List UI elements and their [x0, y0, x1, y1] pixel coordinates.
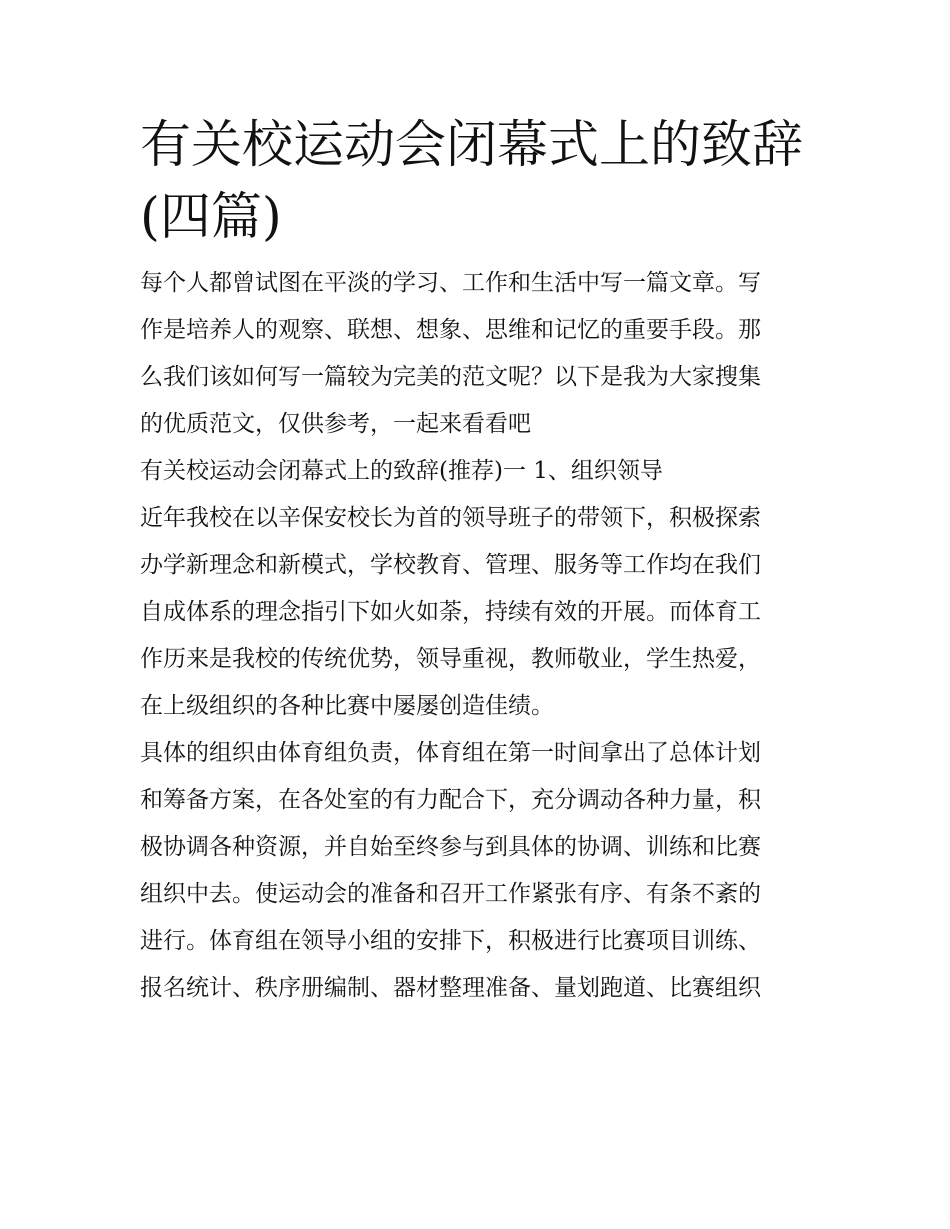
text-line: 和筹备方案，在各处室的有力配合下，充分调动各种力量，积	[140, 787, 761, 813]
text-line: 的优质范文，仅供参考，一起来看看吧	[140, 411, 531, 437]
text-line: 具体的组织由体育组负责，体育组在第一时间拿出了总体计划	[140, 740, 761, 766]
text-line: 办学新理念和新模式，学校教育、管理、服务等工作均在我们	[140, 552, 761, 578]
body-paragraph	[140, 499, 812, 725]
body-paragraph	[140, 734, 812, 1007]
text-line: 近年我校在以辛保安校长为首的领导班子的带领下，积极探索	[140, 505, 761, 531]
title-line: 有关校运动会闭幕式上的致辞	[140, 116, 804, 175]
text-line: 自成体系的理念指引下如火如荼，持续有效的开展。而体育工	[140, 599, 761, 625]
text-line: 进行。体育组在领导小组的安排下，积极进行比赛项目训练、	[140, 928, 761, 954]
text-line: 报名统计、秩序册编制、器材整理准备、量划跑道、比赛组织	[140, 975, 761, 1001]
text-line: 作是培养人的观察、联想、想象、思维和记忆的重要手段。那	[140, 317, 761, 343]
document-page	[140, 110, 812, 1016]
text-line: 组织中去。使运动会的准备和召开工作紧张有序、有条不紊的	[140, 881, 761, 907]
document-title	[140, 110, 812, 254]
title-line: (四篇)	[140, 188, 282, 247]
text-line: 有关校运动会闭幕式上的致辞(推荐)一 1、组织领导	[140, 458, 663, 484]
text-line: 么我们该如何写一篇较为完美的范文呢？以下是我为大家搜集	[140, 364, 761, 390]
section-heading-paragraph	[140, 452, 812, 490]
text-line: 作历来是我校的传统优势，领导重视，教师敬业，学生热爱，	[140, 646, 761, 672]
text-line: 每个人都曾试图在平淡的学习、工作和生活中写一篇文章。写	[140, 270, 761, 296]
intro-paragraph	[140, 264, 812, 443]
text-line: 在上级组织的各种比赛中屡屡创造佳绩。	[140, 693, 554, 719]
text-line: 极协调各种资源，并自始至终参与到具体的协调、训练和比赛	[140, 834, 761, 860]
